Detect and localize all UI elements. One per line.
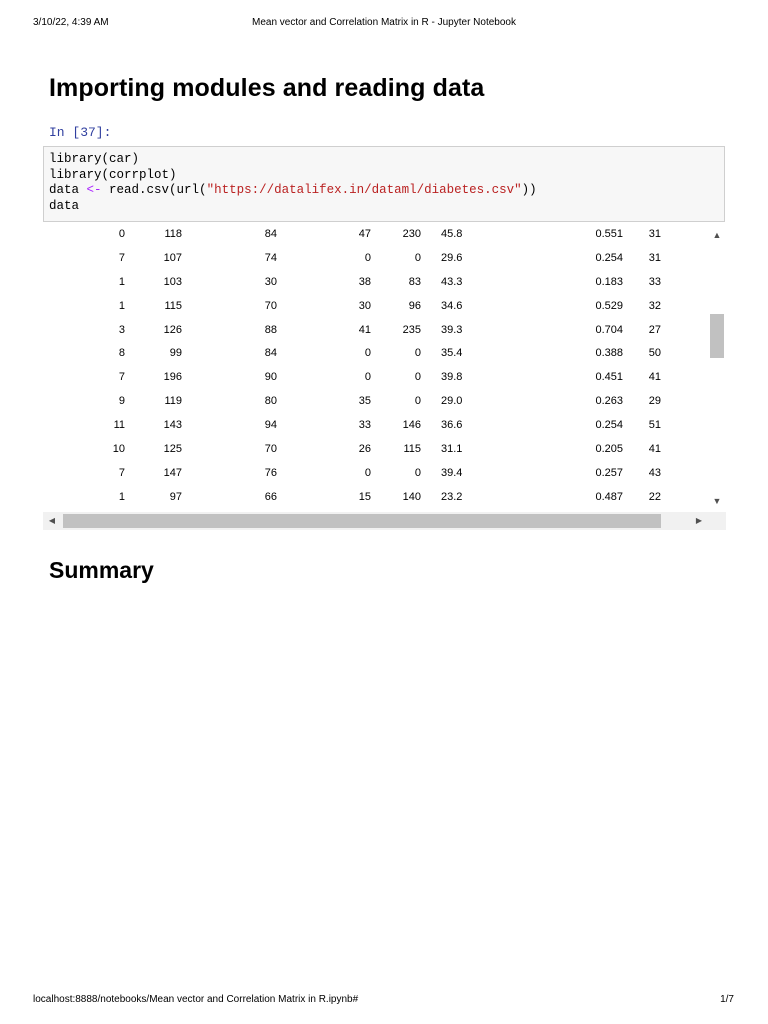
scroll-right-icon[interactable]: ▶ xyxy=(695,516,703,525)
table-cell: 41 xyxy=(648,371,661,384)
table-cell: 84 xyxy=(264,347,277,360)
table-cell: 26 xyxy=(358,442,371,455)
table-cell: 0.254 xyxy=(595,419,623,432)
scroll-down-icon[interactable]: ▼ xyxy=(712,496,722,506)
table-row xyxy=(43,341,661,365)
table-cell: 43.3 xyxy=(441,275,463,288)
table-cell: 94 xyxy=(264,419,277,432)
table-cell: 99 xyxy=(169,347,182,360)
table-cell: 0 xyxy=(414,371,421,384)
table-cell: 103 xyxy=(163,275,182,288)
table-cell: 146 xyxy=(402,419,421,432)
table-cell: 230 xyxy=(402,227,421,240)
table-cell: 0.704 xyxy=(595,323,623,336)
table-cell: 0 xyxy=(364,251,371,264)
print-page-number: 1/7 xyxy=(720,994,734,1005)
vertical-scroll-thumb[interactable] xyxy=(710,314,724,358)
table-cell: 31 xyxy=(648,251,661,264)
table-cell: 1 xyxy=(118,299,125,312)
output-table-viewport[interactable] xyxy=(43,222,706,512)
table-cell: 10 xyxy=(112,442,125,455)
table-cell: 31 xyxy=(648,227,661,240)
table-cell: 22 xyxy=(648,490,661,503)
table-cell: 0.183 xyxy=(595,275,623,288)
table-cell: 90 xyxy=(264,371,277,384)
table-cell: 30 xyxy=(264,275,277,288)
table-cell: 32 xyxy=(648,299,661,312)
scroll-up-icon[interactable]: ▲ xyxy=(712,230,722,240)
table-cell: 84 xyxy=(264,227,277,240)
table-cell: 11 xyxy=(113,419,125,432)
table-row xyxy=(43,246,661,270)
table-cell: 115 xyxy=(164,299,182,312)
table-cell: 33 xyxy=(358,419,371,432)
input-prompt: In [37]: xyxy=(49,125,112,140)
horizontal-scroll-thumb[interactable] xyxy=(63,514,661,528)
table-cell: 97 xyxy=(169,490,182,503)
table-cell: 0 xyxy=(118,227,125,240)
table-row xyxy=(43,294,661,318)
table-cell: 0.487 xyxy=(595,490,623,503)
table-cell: 0 xyxy=(414,251,421,264)
table-cell: 15 xyxy=(358,490,371,503)
table-cell: 43 xyxy=(648,466,661,479)
table-row xyxy=(43,413,661,437)
horizontal-scrollbar[interactable] xyxy=(43,512,726,530)
heading-importing: Importing modules and reading data xyxy=(49,74,485,102)
table-cell: 45.8 xyxy=(441,227,463,240)
table-cell: 0 xyxy=(414,395,421,408)
table-row xyxy=(43,461,661,485)
code-var: data xyxy=(49,183,87,197)
table-cell: 1 xyxy=(118,490,125,503)
table-cell: 74 xyxy=(264,251,277,264)
table-row xyxy=(43,270,661,294)
table-cell: 0 xyxy=(364,371,371,384)
table-cell: 70 xyxy=(264,442,277,455)
table-cell: 38 xyxy=(358,275,371,288)
table-cell: 39.8 xyxy=(441,371,463,384)
table-cell: 0.388 xyxy=(595,347,623,360)
table-cell: 76 xyxy=(264,466,277,479)
table-cell: 34.6 xyxy=(441,299,463,312)
table-cell: 0.451 xyxy=(595,371,623,384)
heading-summary: Summary xyxy=(49,557,154,583)
scroll-left-icon[interactable]: ◀ xyxy=(48,516,56,525)
table-cell: 29 xyxy=(648,395,661,408)
table-cell: 35.4 xyxy=(441,347,463,360)
table-cell: 96 xyxy=(408,299,421,312)
table-cell: 29.6 xyxy=(441,251,463,264)
table-cell: 88 xyxy=(264,323,277,336)
table-cell: 147 xyxy=(163,466,182,479)
table-row xyxy=(43,485,661,509)
table-cell: 119 xyxy=(164,395,182,408)
print-url: localhost:8888/notebooks/Mean vector and Correlation Matrix in R.ipynb# xyxy=(33,994,359,1005)
table-cell: 235 xyxy=(402,323,421,336)
table-cell: 0 xyxy=(414,347,421,360)
table-cell: 7 xyxy=(118,371,125,384)
vertical-scrollbar[interactable] xyxy=(708,222,726,512)
table-row xyxy=(43,437,661,461)
print-page-title: Mean vector and Correlation Matrix in R - Jupyter Notebook xyxy=(251,17,516,28)
table-row xyxy=(43,222,661,246)
table-cell: 41 xyxy=(648,442,661,455)
table-cell: 39.4 xyxy=(441,466,463,479)
table-cell: 0 xyxy=(364,466,371,479)
table-cell: 0.205 xyxy=(595,442,623,455)
table-cell: 83 xyxy=(408,275,421,288)
table-cell: 0.263 xyxy=(595,395,623,408)
table-cell: 0.551 xyxy=(595,227,623,240)
table-cell: 107 xyxy=(163,251,182,264)
table-cell: 0.254 xyxy=(595,251,623,264)
table-cell: 23.2 xyxy=(441,490,463,503)
print-footer xyxy=(0,994,768,1008)
print-header xyxy=(0,17,768,31)
code-line-2: library(corrplot) xyxy=(49,167,177,182)
table-cell: 29.0 xyxy=(441,395,463,408)
table-cell: 140 xyxy=(402,490,421,503)
table-cell: 1 xyxy=(118,275,125,288)
table-cell: 118 xyxy=(164,227,182,240)
table-cell: 7 xyxy=(118,251,125,264)
table-cell: 115 xyxy=(403,442,421,455)
table-cell: 47 xyxy=(358,227,371,240)
table-cell: 0 xyxy=(414,466,421,479)
table-cell: 66 xyxy=(264,490,277,503)
table-cell: 70 xyxy=(264,299,277,312)
table-cell: 9 xyxy=(118,395,125,408)
table-cell: 7 xyxy=(118,466,125,479)
table-cell: 125 xyxy=(163,442,182,455)
table-cell: 31.1 xyxy=(441,442,463,455)
code-line-3 xyxy=(49,183,719,199)
code-line-1: library(car) xyxy=(49,152,140,166)
code-cell[interactable] xyxy=(43,146,725,222)
table-cell: 36.6 xyxy=(441,419,463,432)
table-cell: 51 xyxy=(648,419,661,432)
table-cell: 80 xyxy=(264,395,277,408)
table-cell: 8 xyxy=(118,347,125,360)
table-row xyxy=(43,365,661,389)
table-cell: 30 xyxy=(358,299,371,312)
code-line-4: data xyxy=(49,198,80,213)
table-row xyxy=(43,318,661,342)
code-call: read.csv(url( xyxy=(101,183,207,197)
table-cell: 143 xyxy=(163,419,182,432)
code-url-string: "https://datalifex.in/dataml/diabetes.csv" xyxy=(206,183,522,197)
table-cell: 196 xyxy=(163,371,182,384)
code-close: )) xyxy=(521,183,537,197)
print-date: 3/10/22, 4:39 AM xyxy=(33,17,109,28)
table-cell: 50 xyxy=(648,347,661,360)
table-cell: 27 xyxy=(648,323,661,336)
table-cell: 41 xyxy=(358,323,371,336)
table-cell: 0.529 xyxy=(595,299,623,312)
output-area[interactable] xyxy=(43,222,726,530)
code-assign-operator: <- xyxy=(86,183,102,197)
table-row xyxy=(43,389,661,413)
output-table xyxy=(43,222,661,509)
table-cell: 3 xyxy=(118,323,125,336)
table-cell: 0 xyxy=(364,347,371,360)
table-cell: 35 xyxy=(358,395,371,408)
table-cell: 39.3 xyxy=(441,323,463,336)
table-cell: 0.257 xyxy=(595,466,623,479)
table-cell: 33 xyxy=(648,275,661,288)
table-cell: 126 xyxy=(163,323,182,336)
